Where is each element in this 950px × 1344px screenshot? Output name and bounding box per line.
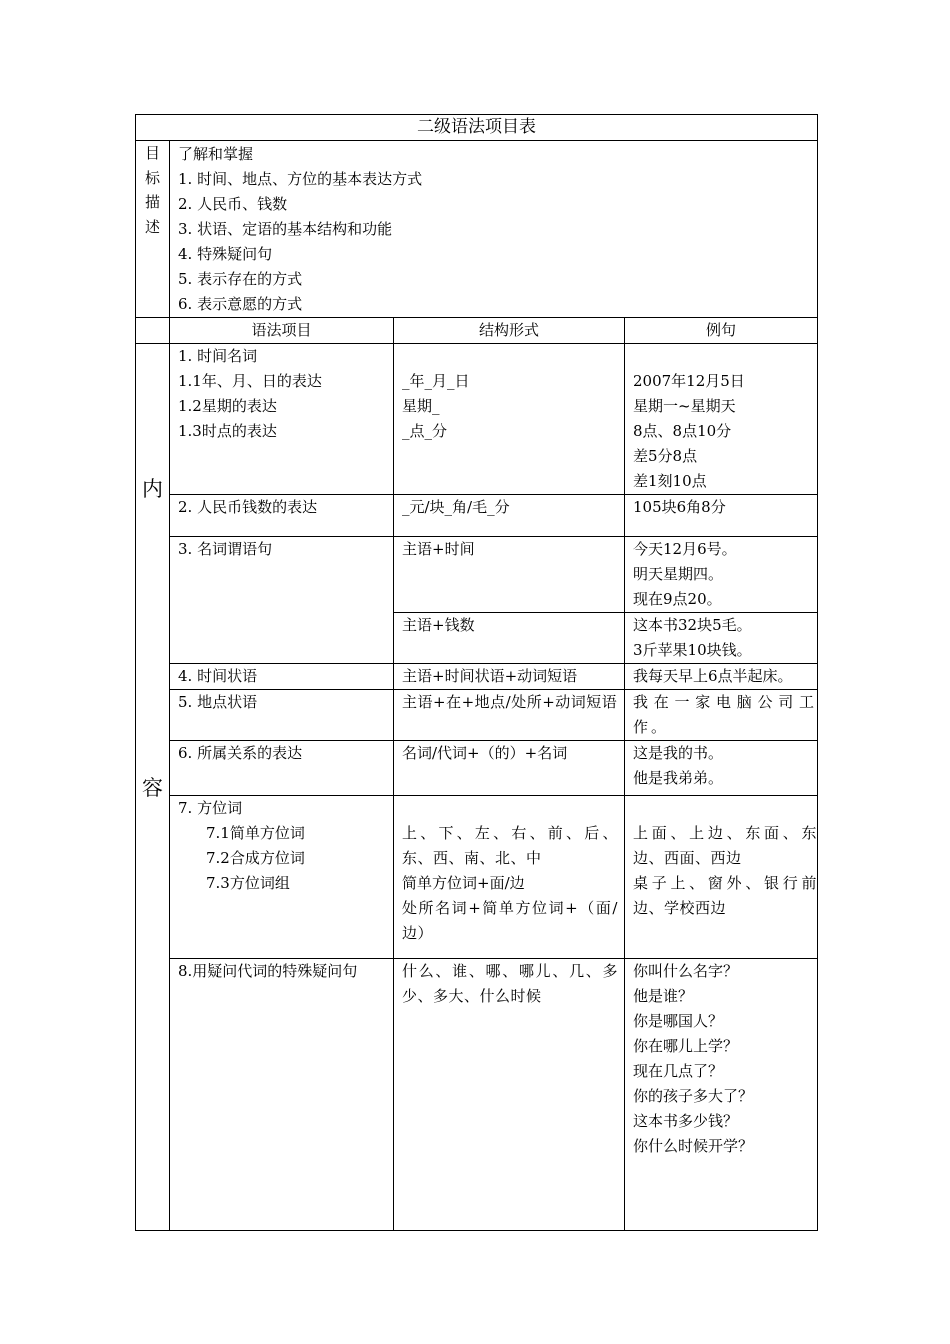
row6-item: 6. 所属关系的表达 [170, 741, 394, 796]
example-line: 你叫什么名字？ [633, 962, 739, 980]
item-line: 1.2星期的表达 [178, 397, 277, 415]
example-line: 上面、上边、东面、东边、西面、西边 [633, 824, 817, 867]
example-line: 现在几点了？ [633, 1062, 724, 1080]
content-label-bottom: 容 [142, 776, 163, 800]
example-line: 他是谁？ [633, 987, 694, 1005]
goal-item: 5. 表示存在的方式 [178, 270, 303, 288]
goal-intro: 了解和掌握 [178, 145, 254, 163]
item-line: 1.3时点的表达 [178, 422, 277, 440]
row5-item: 5. 地点状语 [170, 690, 394, 741]
header-blank-cell [136, 318, 170, 344]
example-line: 你什么时候开学？ [633, 1137, 754, 1155]
row4-example: 我每天早上6点半起床。 [625, 664, 818, 690]
content-label-top: 内 [142, 477, 163, 501]
row8-structure: 什么、谁、哪、哪儿、几、多少、多大、什么时候 [394, 959, 625, 1231]
example-line: 今天12月6号。 [633, 540, 737, 558]
table-title: 二级语法项目表 [136, 115, 818, 141]
goal-item: 1. 时间、地点、方位的基本表达方式 [178, 170, 423, 188]
row4-item: 4. 时间状语 [170, 664, 394, 690]
row2-structure: _元/块_角/毛_分 [394, 495, 625, 537]
example-line: 明天星期四。 [633, 565, 724, 583]
structure-line: 处所名词+简单方位词+（面/边） [402, 899, 618, 942]
structure-line: 简单方位词+面/边 [402, 874, 525, 892]
example-line: 这是我的书。 [633, 744, 724, 762]
item-line: 7.1简单方位词 [206, 824, 305, 842]
row7-examples [625, 796, 818, 959]
goal-item: 6. 表示意愿的方式 [178, 295, 303, 313]
row1-example [625, 344, 818, 495]
example-line: 差1刻10点 [633, 472, 707, 490]
item-line: 7.2合成方位词 [206, 849, 305, 867]
structure-line: 星期_ [402, 397, 440, 415]
row2-example: 105块6角8分 [625, 495, 818, 537]
row3-item: 3. 名词谓语句 [170, 537, 394, 664]
example-line: 差5分8点 [633, 447, 698, 465]
item-line: 7.3方位词组 [206, 874, 290, 892]
row6-structure: 名词/代词+（的）+名词 [394, 741, 625, 796]
grammar-table [135, 114, 818, 1231]
row6-examples [625, 741, 818, 796]
row5-structure: 主语+在+地点/处所+动词短语 [394, 690, 625, 741]
content-side-label [136, 344, 170, 1231]
example-line: 他是我弟弟。 [633, 769, 724, 787]
row5-example: 我在一家电脑公司工作。 [625, 690, 818, 741]
goal-item: 4. 特殊疑问句 [178, 245, 273, 263]
structure-line: 上、下、左、右、前、后、东、西、南、北、中 [402, 824, 618, 867]
example-line: 星期一~星期天 [633, 397, 736, 415]
example-line: 2007年12月5日 [633, 372, 745, 390]
row1-structure [394, 344, 625, 495]
row7-item [170, 796, 394, 959]
example-line: 你是哪国人？ [633, 1012, 724, 1030]
item-line: 1. 时间名词 [178, 347, 258, 365]
row4-structure: 主语+时间状语+动词短语 [394, 664, 625, 690]
row3-structure-a: 主语+时间 [394, 537, 625, 613]
goal-item: 2. 人民币、钱数 [178, 195, 288, 213]
row3-examples-a [625, 537, 818, 613]
row8-examples [625, 959, 818, 1231]
header-example: 例句 [625, 318, 818, 344]
row3-structure-b: 主语+钱数 [394, 613, 625, 664]
row8-item: 8.用疑问代词的特殊疑问句 [170, 959, 394, 1231]
structure-line: _年_月_日 [402, 372, 470, 390]
example-line: 8点、8点10分 [633, 422, 732, 440]
structure-line: _点_分 [402, 422, 448, 440]
example-line: 这本书32块5毛。 [633, 616, 752, 634]
item-line: 1.1年、月、日的表达 [178, 372, 322, 390]
goal-description [170, 141, 818, 318]
goal-label-char: 描 [144, 193, 160, 211]
row3-examples-b [625, 613, 818, 664]
item-line: 7. 方位词 [178, 799, 243, 817]
example-line: 3斤苹果10块钱。 [633, 641, 752, 659]
example-line: 桌子上、窗外、银行前边、学校西边 [633, 874, 817, 917]
goal-label-char: 目 [144, 144, 160, 162]
goal-side-label [136, 141, 170, 318]
goal-item: 3. 状语、定语的基本结构和功能 [178, 220, 393, 238]
goal-label-char: 标 [144, 168, 160, 187]
row1-item [170, 344, 394, 495]
header-structure: 结构形式 [394, 318, 625, 344]
row7-structure [394, 796, 625, 959]
goal-label-char: 述 [144, 217, 160, 236]
example-line: 你在哪儿上学？ [633, 1037, 739, 1055]
row2-item: 2. 人民币钱数的表达 [170, 495, 394, 537]
header-item: 语法项目 [170, 318, 394, 344]
example-line: 现在9点20。 [633, 590, 722, 608]
example-line: 这本书多少钱？ [633, 1112, 739, 1130]
example-line: 你的孩子多大了？ [633, 1087, 754, 1105]
